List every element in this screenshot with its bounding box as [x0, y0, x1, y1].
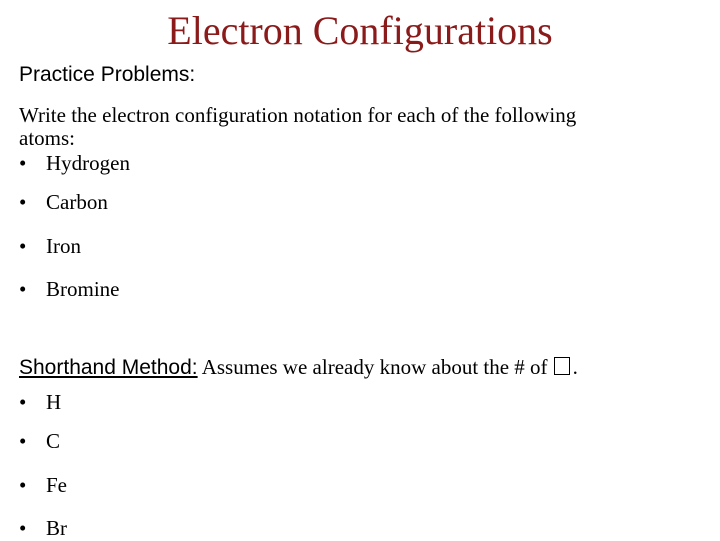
bullet-marker: •: [19, 516, 27, 540]
instruction-line-2: atoms:: [19, 126, 75, 150]
list-item-label: Hydrogen: [46, 151, 130, 175]
list-item-fe: [19, 473, 67, 498]
instruction-text: [19, 104, 699, 150]
shorthand-text: Assumes we already know about the # of: [201, 355, 548, 379]
list-item-br: [19, 516, 67, 541]
list-item-c: [19, 429, 60, 454]
list-item-label: C: [46, 429, 61, 453]
slide-title: Electron Configurations: [167, 8, 553, 53]
list-item-hydrogen: [19, 151, 130, 176]
bullet-marker: •: [19, 277, 27, 301]
shorthand-label: Shorthand Method:: [19, 356, 198, 379]
list-item-label: Iron: [46, 234, 81, 258]
instruction-line-1: Write the electron configuration notation for each of the following: [19, 103, 577, 127]
list-item-bromine: [19, 277, 120, 302]
list-item-carbon: [19, 190, 108, 215]
bullet-marker: •: [19, 151, 27, 175]
list-item-h: [19, 390, 61, 415]
list-item-label: Fe: [46, 473, 67, 497]
bullet-marker: •: [19, 390, 27, 414]
list-item-label: Bromine: [46, 277, 120, 301]
list-item-iron: [19, 234, 81, 259]
shorthand-line: [19, 355, 578, 380]
bullet-marker: •: [19, 190, 27, 214]
list-item-label: Carbon: [46, 190, 108, 214]
missing-glyph-box-icon: [554, 357, 570, 375]
shorthand-trailing: .: [572, 355, 578, 379]
bullet-marker: •: [19, 234, 27, 258]
list-item-label: Br: [46, 516, 67, 540]
bullet-marker: •: [19, 429, 27, 453]
practice-heading: Practice Problems:: [19, 63, 196, 86]
bullet-marker: •: [19, 473, 27, 497]
list-item-label: H: [46, 390, 62, 414]
